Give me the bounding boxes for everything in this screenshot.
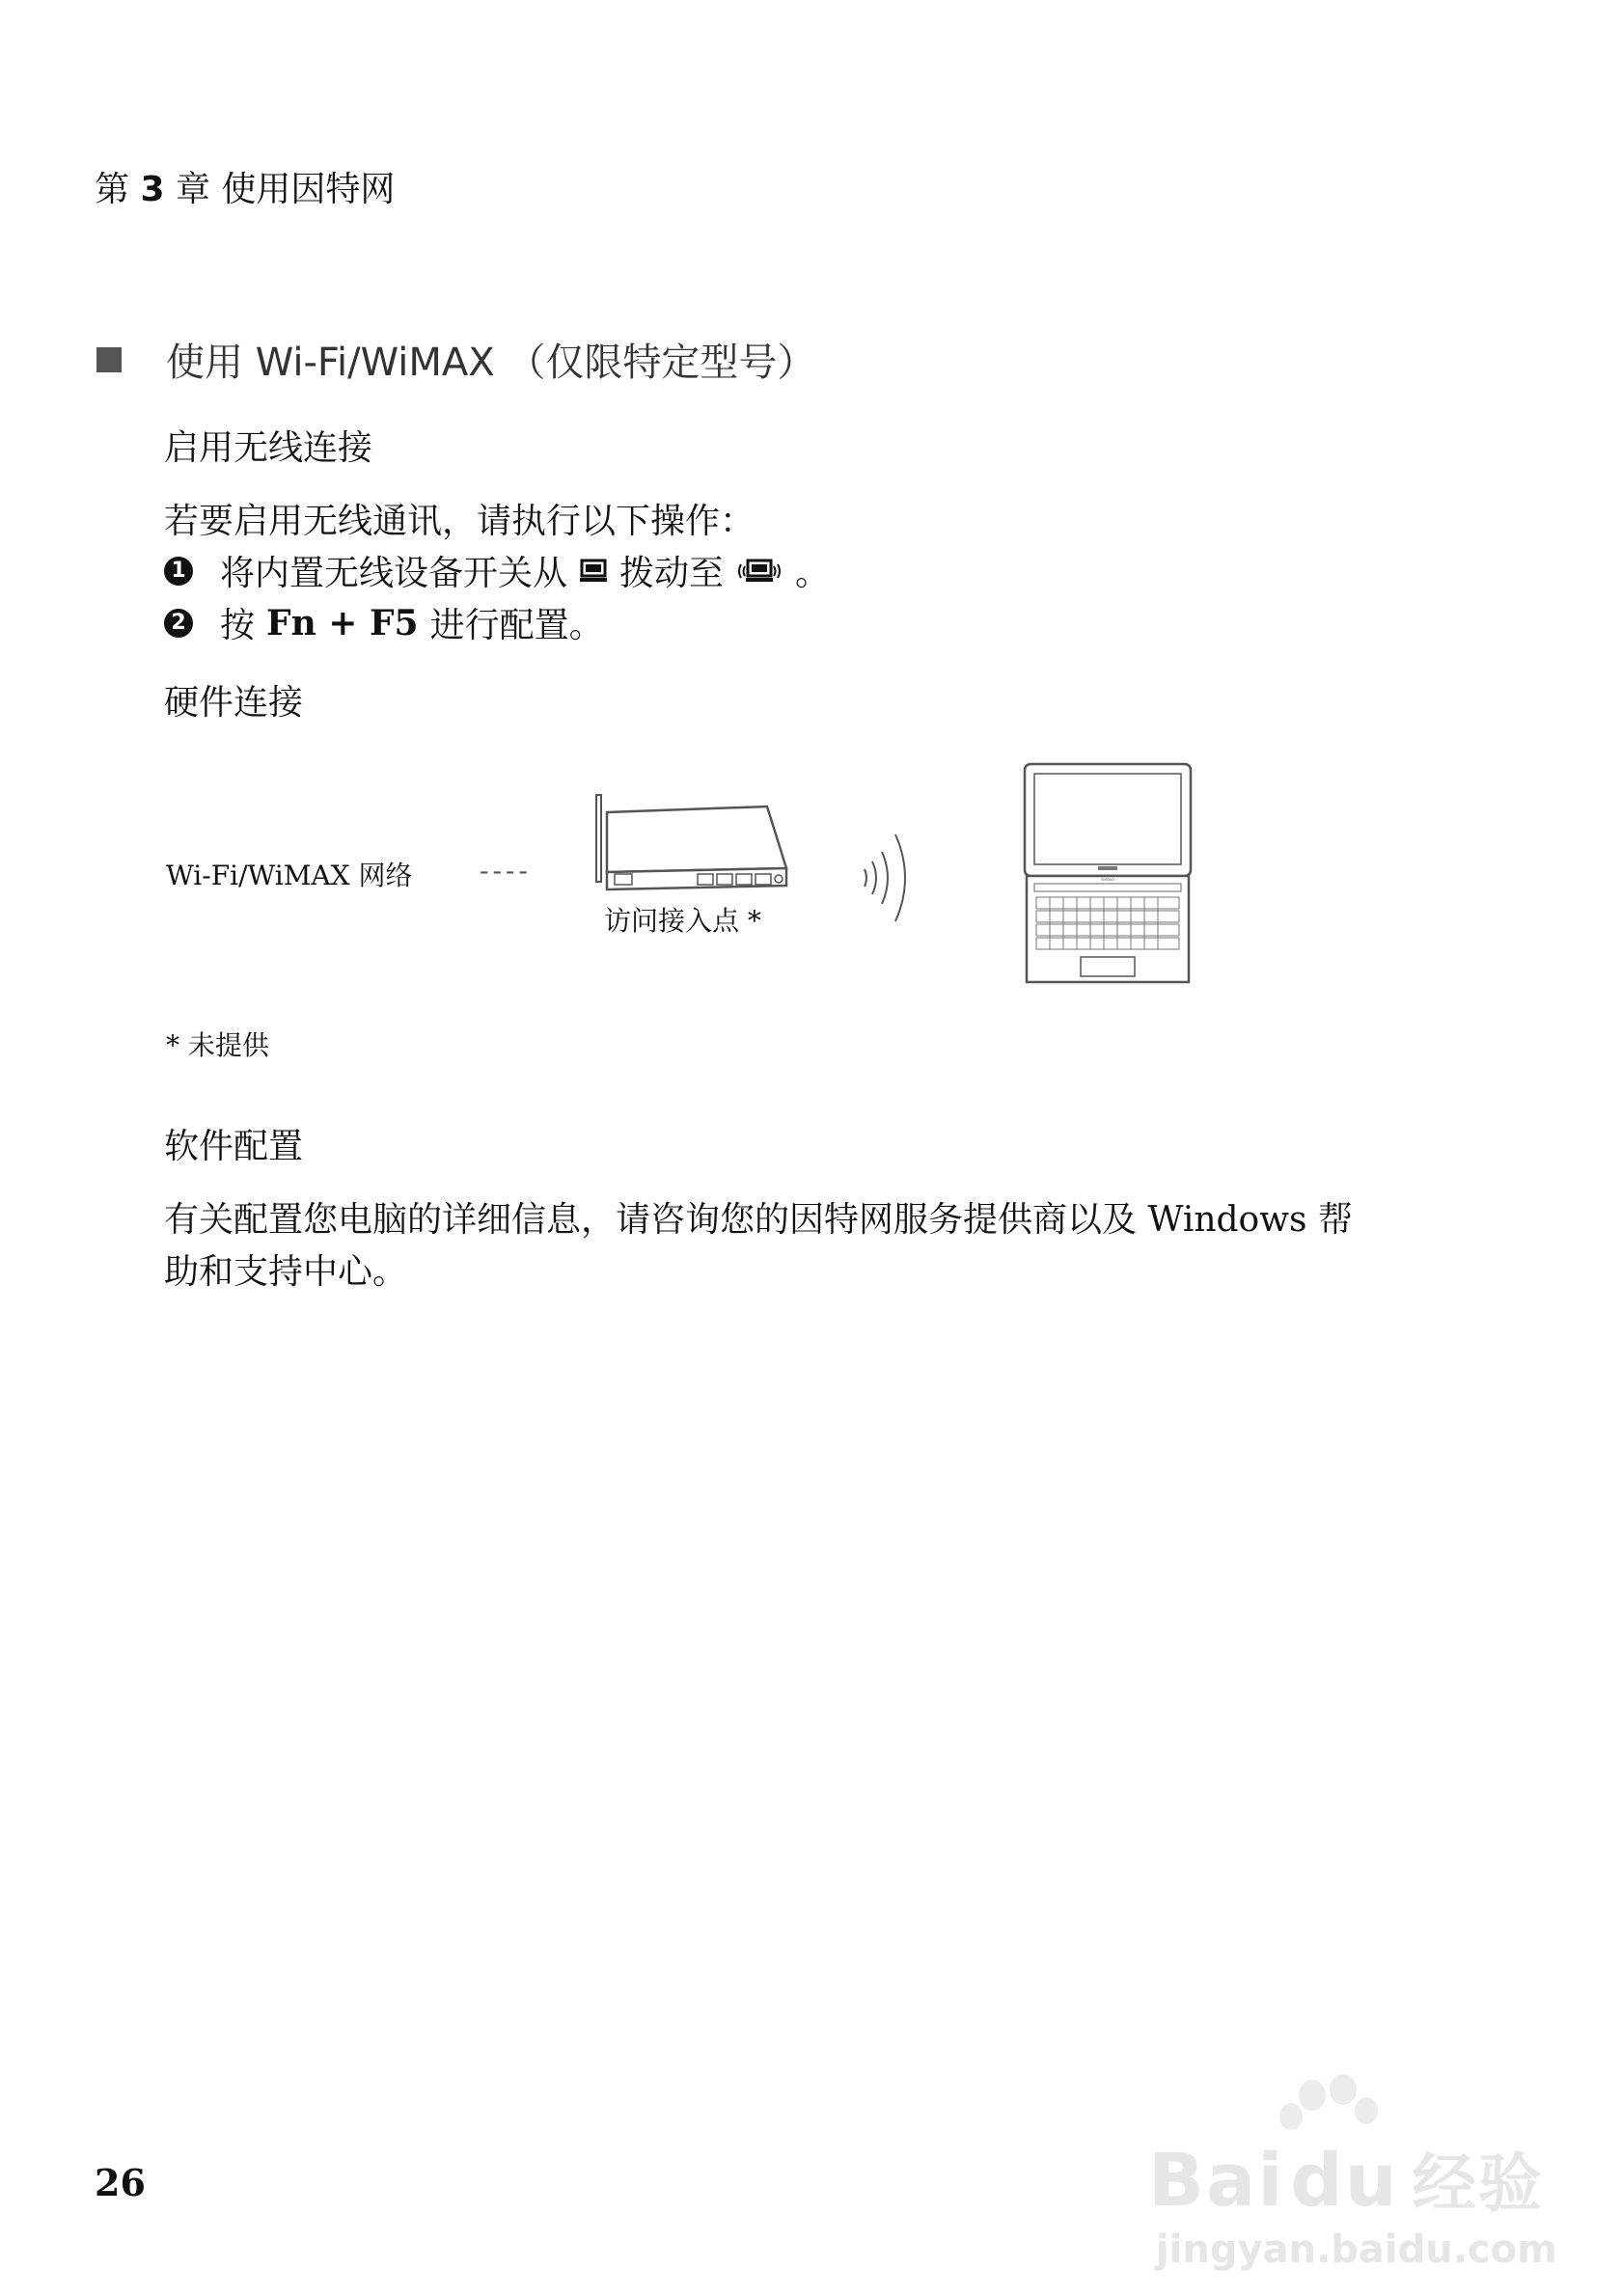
watermark-label: 经验 — [1412, 2146, 1544, 2221]
step-number-2: 2 — [164, 609, 193, 638]
dashed-connector: ---- — [480, 855, 532, 887]
bullet-square-icon — [96, 347, 122, 372]
watermark-brand: Bai — [1148, 2137, 1285, 2223]
step-1 — [164, 546, 830, 595]
footnote: * 未提供 — [166, 1029, 269, 1061]
access-point-label: 访问接入点 * — [604, 905, 761, 937]
intro-text: 若要启用无线通讯，请执行以下操作： — [164, 502, 756, 541]
section-title-text: 使用 Wi-Fi/WiMAX （仅限特定型号） — [166, 341, 816, 385]
wireless-off-icon — [579, 559, 608, 584]
step1-text-b: 拨动至 — [619, 554, 725, 593]
software-line-1: 有关配置您电脑的详细信息，请咨询您的因特网服务提供商以及 Windows 帮 — [164, 1200, 1353, 1240]
step2-text-a: 按 — [220, 606, 256, 645]
chapter-prefix: 第 — [95, 170, 130, 209]
wireless-signal-icon — [859, 825, 936, 931]
laptop-icon — [1023, 762, 1196, 986]
chapter-suffix: 章 使用因特网 — [175, 170, 396, 209]
step1-text-a: 将内置无线设备开关从 — [220, 554, 568, 593]
step1-text-c: 。 — [795, 554, 831, 593]
heading-enable-wireless: 启用无线连接 — [164, 428, 373, 468]
heading-hardware: 硬件连接 — [164, 683, 304, 723]
chapter-number: 3 — [140, 170, 165, 209]
watermark-brand-2: du — [1290, 2137, 1399, 2223]
wireless-on-icon — [735, 559, 783, 584]
section-title — [96, 332, 815, 387]
page-number: 26 — [95, 2161, 146, 2204]
network-label: Wi-Fi/WiMAX 网络 — [166, 860, 413, 891]
heading-software: 软件配置 — [164, 1127, 304, 1166]
key-combo: Fn + F5 — [266, 602, 419, 643]
step-number-1: 1 — [164, 557, 193, 586]
software-line-2: 助和支持中心。 — [164, 1252, 408, 1292]
watermark-url: jingyan.baidu.com — [1156, 2228, 1557, 2272]
chapter-header — [95, 162, 395, 211]
baidu-watermark — [1148, 2074, 1557, 2272]
step2-text-b: 进行配置。 — [429, 606, 604, 645]
laptop-brand-text: lenovo — [1101, 877, 1114, 882]
access-point-router-icon — [593, 789, 791, 895]
step-2 — [164, 598, 604, 647]
